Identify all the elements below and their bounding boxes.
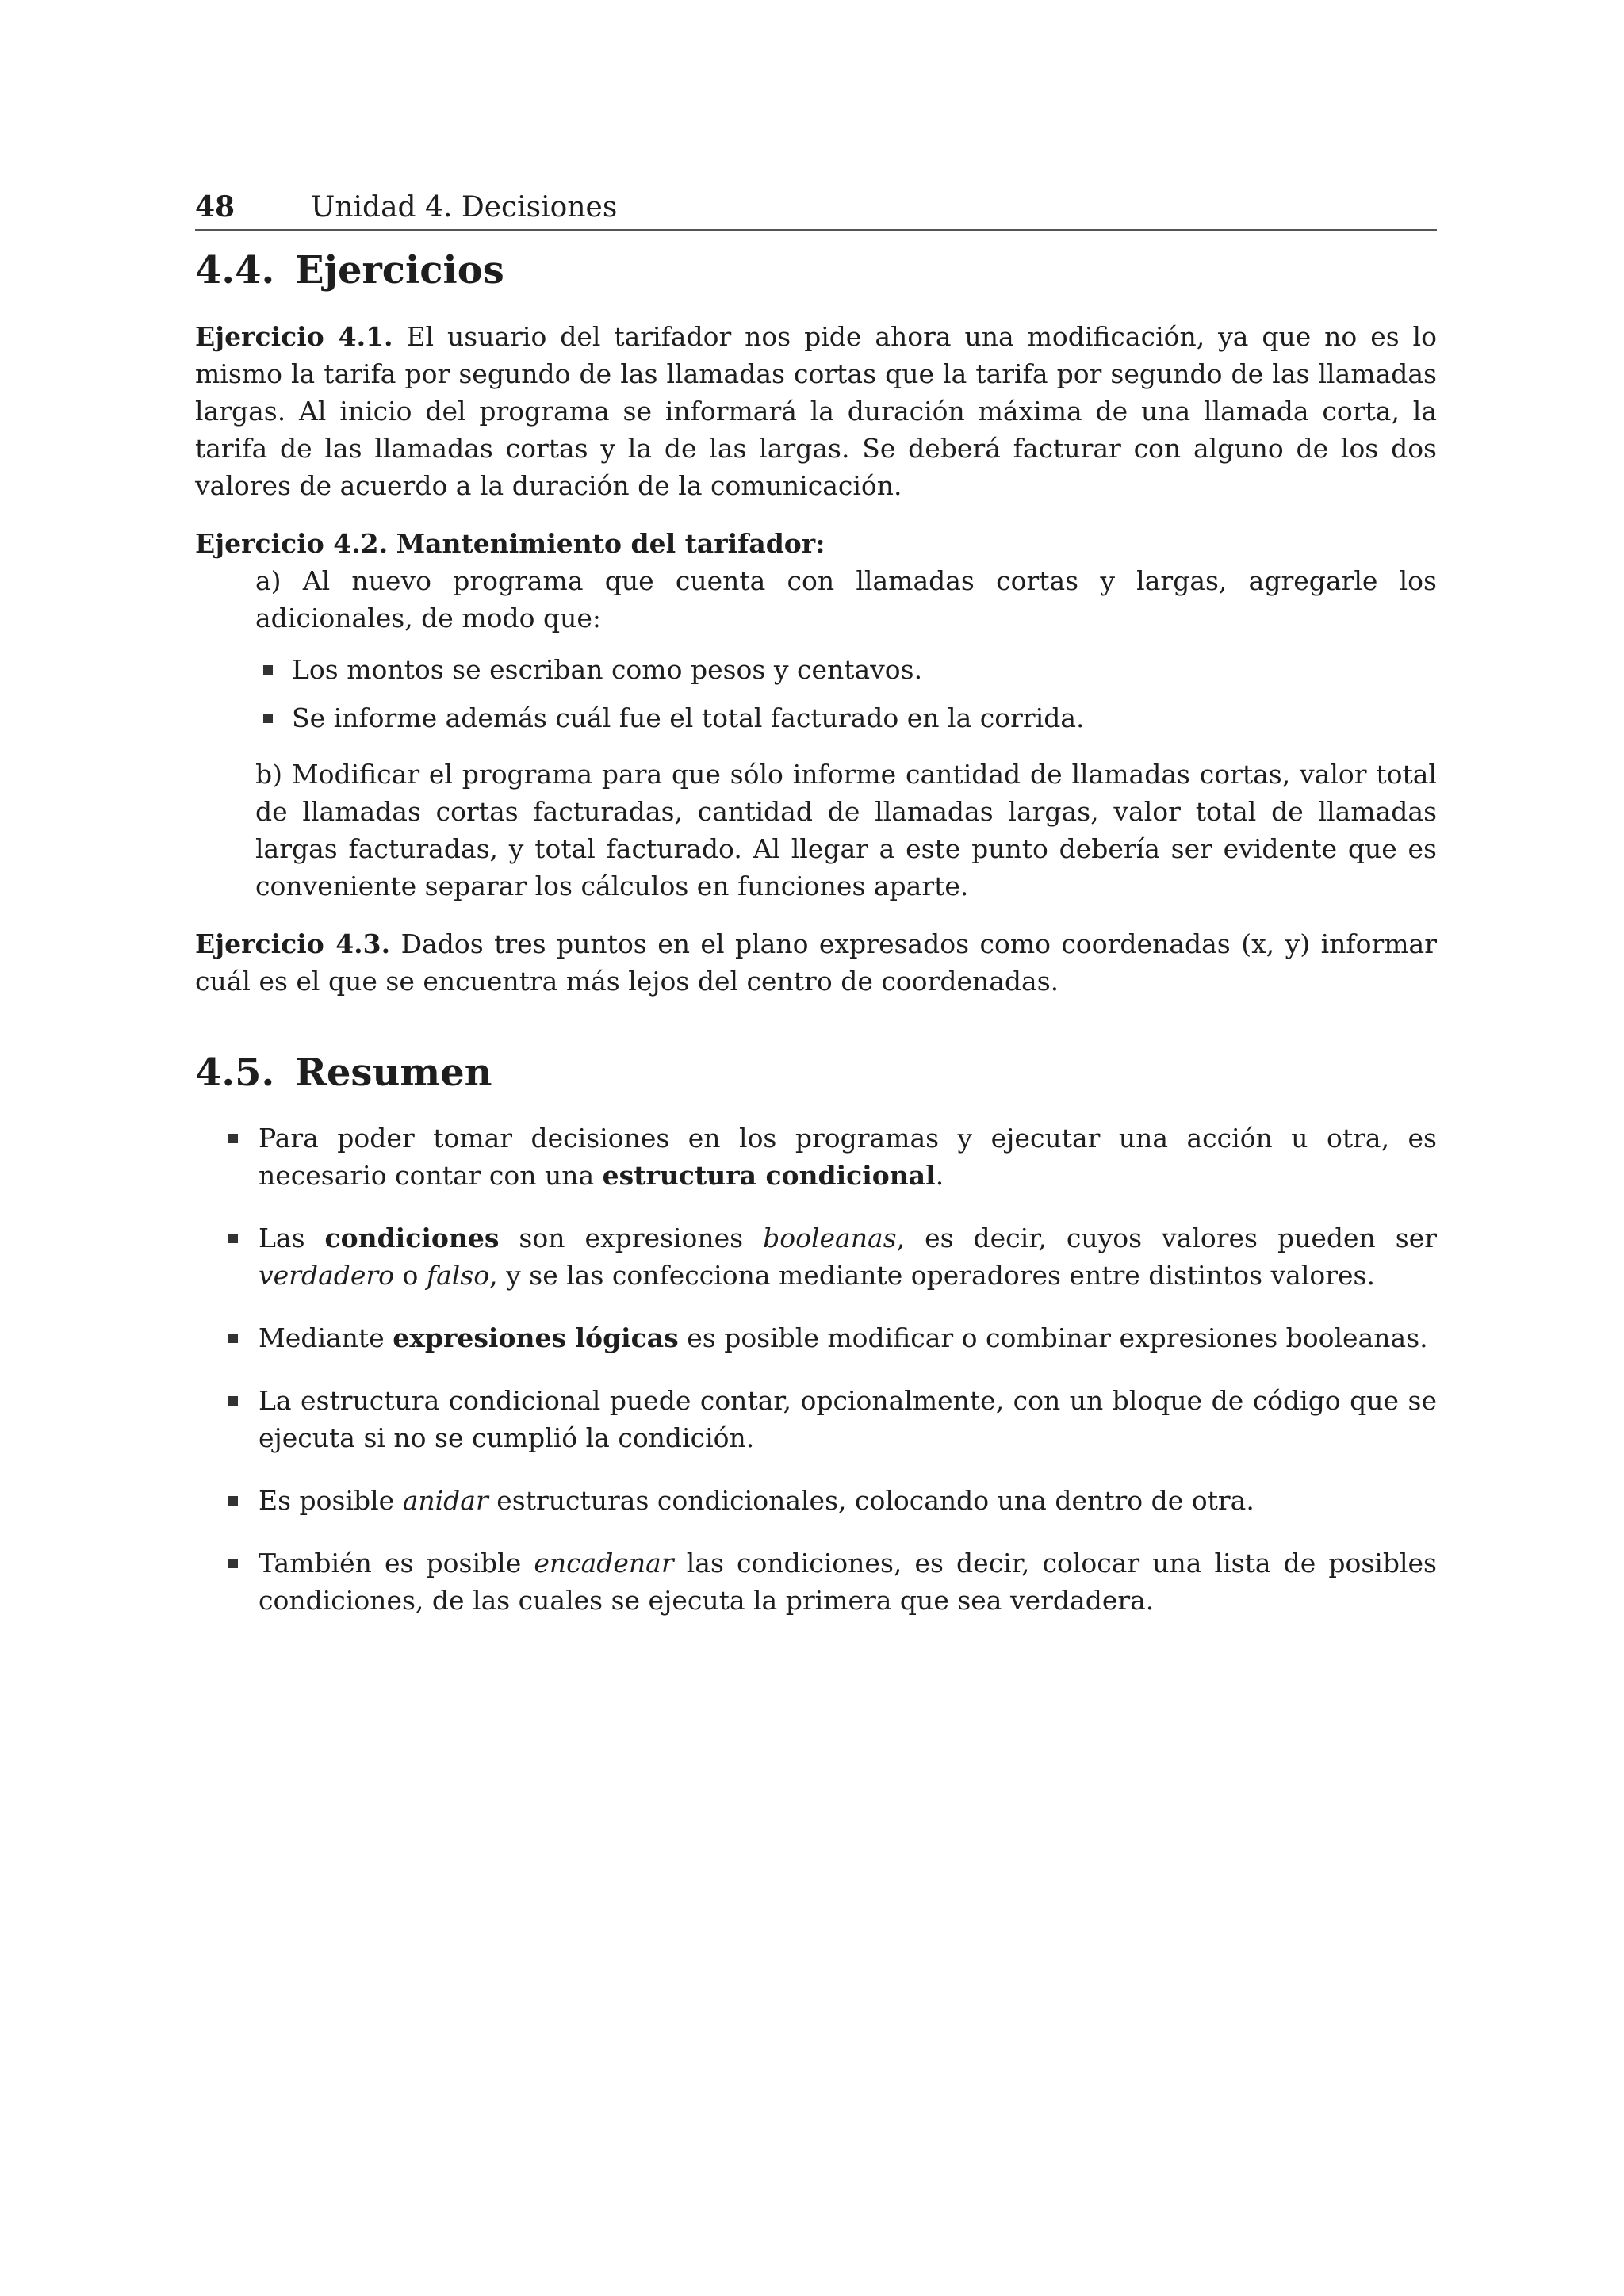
section-title: Ejercicios: [295, 248, 504, 293]
section-heading-ejercicios: [195, 248, 1437, 294]
exercise-4-2: [195, 525, 1437, 905]
square-bullet-icon: [228, 1234, 238, 1243]
square-bullet-icon: [228, 1396, 238, 1406]
part-letter: a): [255, 564, 282, 596]
exercise-label: Ejercicio 4.2.: [195, 527, 389, 559]
exercise-part-b: [255, 756, 1437, 905]
exercise-label: Ejercicio 4.3.: [195, 928, 391, 959]
exercise-label: Ejercicio 4.1.: [195, 320, 393, 352]
part-letter: b): [255, 758, 282, 790]
square-bullet-icon: [263, 714, 273, 723]
part-a-list: [195, 651, 1437, 737]
exercise-4-1: [195, 318, 1437, 504]
square-bullet-icon: [263, 665, 273, 675]
list-item: Para poder tomar decisiones en los programas y ejecutar una acción u otra, es necesario contar con una estructura condicional.: [228, 1119, 1437, 1194]
square-bullet-icon: [228, 1496, 238, 1506]
list-item: Es posible anidar estructuras condicionales, colocando una dentro de otra.: [228, 1482, 1437, 1519]
square-bullet-icon: [228, 1559, 238, 1568]
exercise-part-a: [255, 562, 1437, 637]
page-number: 48: [195, 190, 236, 224]
exercise-subtitle: Mantenimiento del tarifador:: [396, 527, 825, 559]
list-item: Se informe además cuál fue el total facturado en la corrida.: [263, 699, 1437, 737]
section-heading-resumen: [195, 1050, 1437, 1096]
section-number: 4.5.: [195, 1050, 275, 1095]
part-text: Modificar el programa para que sólo informe cantidad de llamadas cortas, valor total de llamadas cortas facturadas, cantidad de llamadas largas, valor total de llamadas largas facturadas, y total facturado. Al llegar a este punto debería ser evidente que es conveniente separar los cálculos en funciones aparte.: [255, 758, 1437, 901]
exercise-4-3: [195, 925, 1437, 1000]
list-item: Los montos se escriban como pesos y centavos.: [263, 651, 1437, 688]
list-item: También es posible encadenar las condiciones, es decir, colocar una lista de posibles condiciones, de las cuales se ejecuta la primera que sea verdadera.: [228, 1544, 1437, 1619]
list-item: Mediante expresiones lógicas es posible modificar o combinar expresiones booleanas.: [228, 1319, 1437, 1357]
running-header: [195, 190, 1437, 231]
exercise-text: El usuario del tarifador nos pide ahora una modificación, ya que no es lo mismo la tarifa por segundo de las llamadas cortas que la tarifa por segundo de las llamadas largas. Al inicio del programa se informará la duración máxima de una llamada corta, la tarifa de las llamadas cortas y la de las largas. Se deberá facturar con alguno de los dos valores de acuerdo a la duración de la comunicación.: [195, 320, 1437, 501]
chapter-title: Unidad 4. Decisiones: [311, 191, 618, 224]
exercise-text: Dados tres puntos en el plano expresados como coordenadas (x, y) informar cuál es el que se encuentra más lejos del centro de coordenadas.: [195, 928, 1437, 997]
section-number: 4.4.: [195, 248, 275, 293]
list-item: Las condiciones son expresiones booleanas, es decir, cuyos valores pueden ser verdadero o falso, y se las confecciona mediante operadores entre distintos valores.: [228, 1219, 1437, 1294]
list-item: La estructura condicional puede contar, opcionalmente, con un bloque de código que se ejecuta si no se cumplió la condición.: [228, 1382, 1437, 1456]
summary-list: [195, 1119, 1437, 1619]
exercise-heading: [195, 525, 1437, 562]
square-bullet-icon: [228, 1334, 238, 1343]
section-title: Resumen: [295, 1050, 492, 1095]
square-bullet-icon: [228, 1134, 238, 1143]
document-page: [195, 190, 1437, 1644]
part-text: Al nuevo programa que cuenta con llamadas cortas y largas, agregarle los adicionales, de modo que:: [255, 564, 1437, 633]
